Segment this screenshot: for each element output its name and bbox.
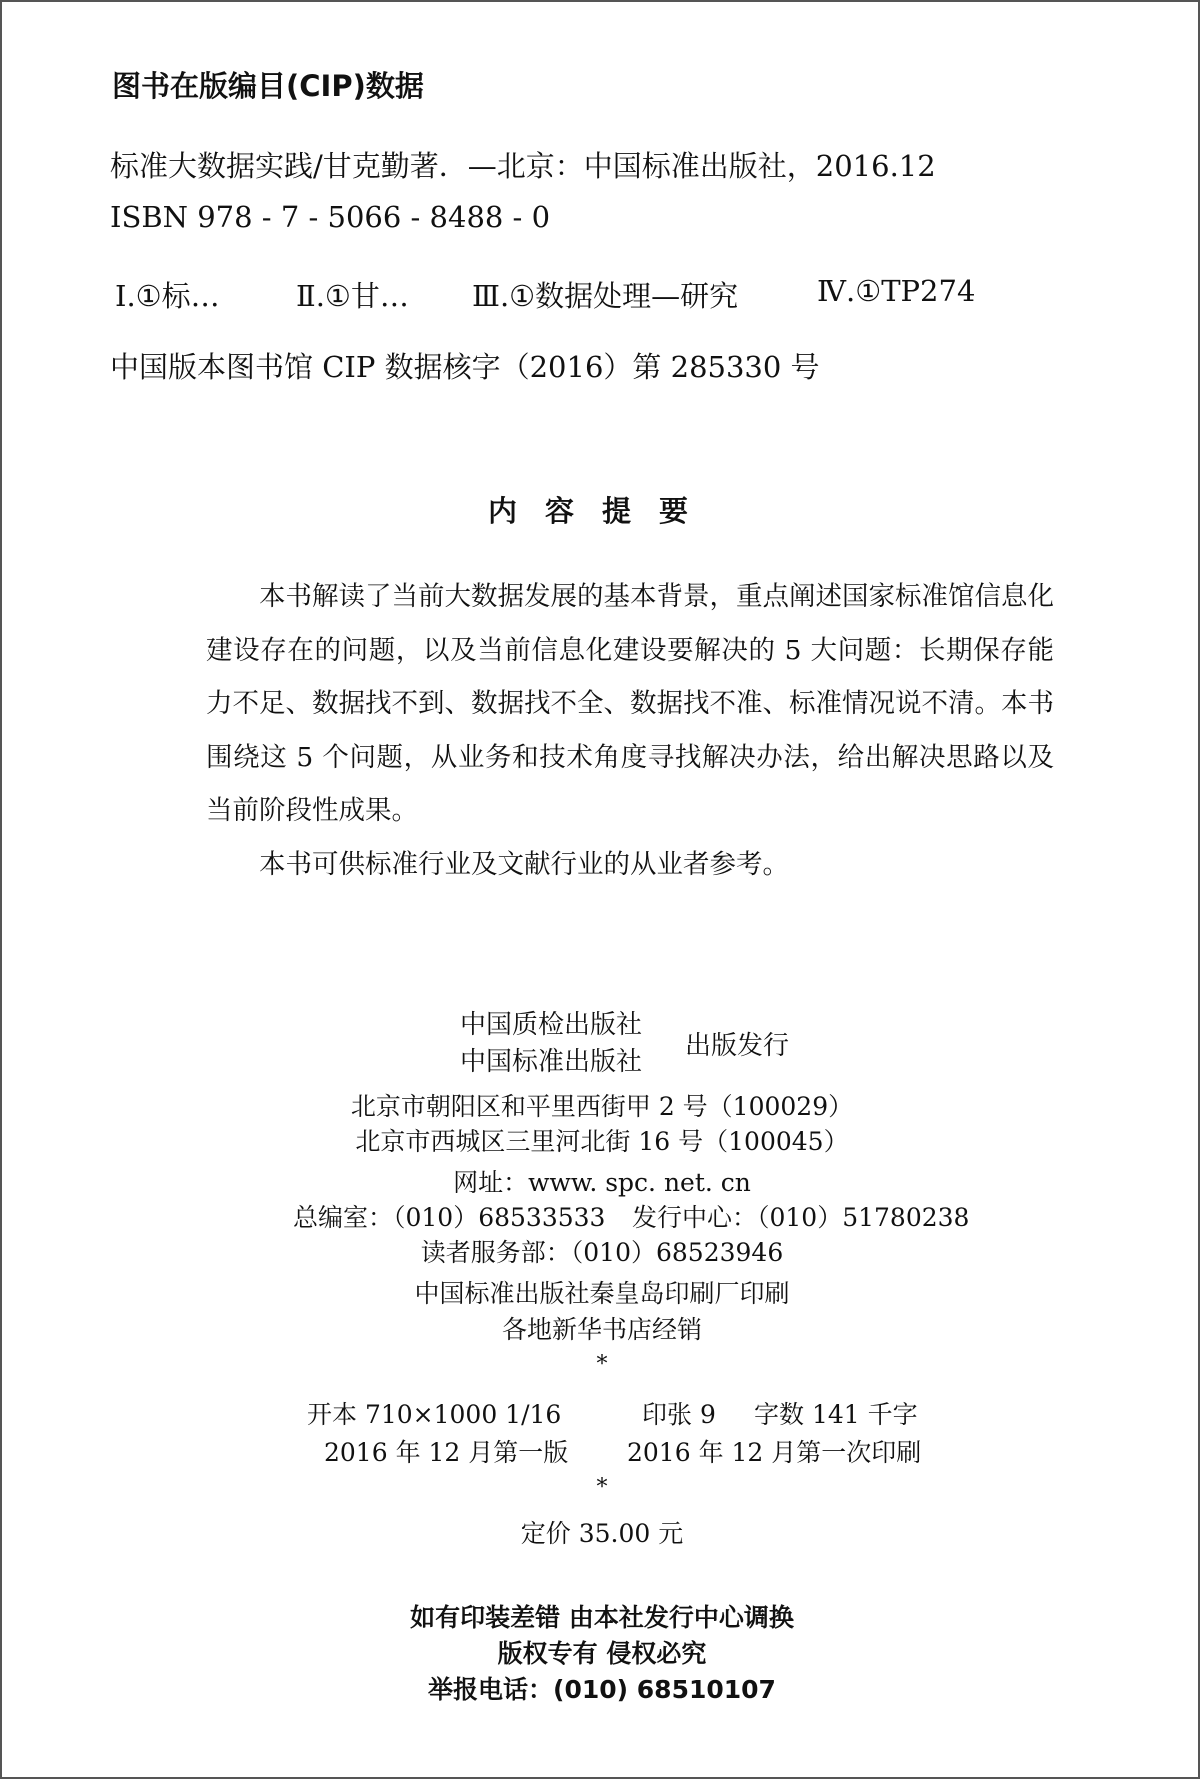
spec-format: 开本 710×1000 1/16: [307, 1400, 562, 1429]
publisher-address-1: 北京市朝阳区和平里西街甲 2 号（100029）: [350, 1092, 854, 1121]
spec-sheets: 印张 9: [642, 1400, 716, 1429]
cip-title: 图书在版编目(CIP)数据: [112, 69, 424, 103]
summary-paragraph-1: 本书解读了当前大数据发展的基本背景，重点阐述国家标准馆信息化建设存在的问题，以及当前信息化建设要解决的 5 大问题：长期保存能力不足、数据找不到、数据找不全、数据找不准、标准情况说不清。本书围绕这 5 个问题，从业务和技术角度寻找解决办法，给出解决思路以及当前阶段性成果。: [206, 581, 1054, 826]
cip-bibliographic-line: 标准大数据实践/甘克勤著．—北京：中国标准出版社，2016.12: [110, 149, 936, 183]
editorial-office-phone: 总编室：（010）68533533: [293, 1203, 606, 1232]
reader-service-phone: 读者服务部：（010）68523946: [420, 1238, 784, 1267]
publisher-name-1: 中国质检出版社: [460, 1010, 643, 1040]
spec-edition: 2016 年 12 月第一版: [324, 1438, 569, 1467]
price: 定价 35.00 元: [520, 1519, 684, 1548]
cip-class-4: Ⅳ.①TP274: [817, 274, 976, 308]
publisher-website: 网址：www. spc. net. cn: [453, 1168, 751, 1197]
summary-body: [206, 570, 1054, 891]
cip-class-2: Ⅱ.①甘…: [296, 279, 409, 313]
separator-star-2: *: [596, 1475, 608, 1500]
summary-title: 内容提要: [487, 494, 716, 528]
cip-class-3: Ⅲ.①数据处理—研究: [472, 279, 739, 313]
separator-star-1: *: [596, 1352, 608, 1377]
publisher-address-2: 北京市西城区三里河北街 16 号（100045）: [355, 1127, 849, 1156]
notice-copyright: 版权专有 侵权必究: [497, 1639, 707, 1668]
publisher-names: [460, 1007, 642, 1081]
cip-class-1: Ⅰ.①标…: [115, 279, 220, 313]
cip-isbn: ISBN 978 - 7 - 5066 - 8488 - 0: [110, 200, 551, 234]
seller: 各地新华书店经销: [501, 1315, 702, 1344]
printer: 中国标准出版社秦皇岛印刷厂印刷: [414, 1279, 790, 1308]
notice-misprint: 如有印装差错 由本社发行中心调换: [410, 1603, 794, 1632]
notice-report-phone: 举报电话：(010) 68510107: [428, 1675, 776, 1704]
spec-words: 字数 141 千字: [754, 1400, 918, 1429]
spec-printing: 2016 年 12 月第一次印刷: [627, 1438, 922, 1467]
summary-paragraph-2: 本书可供标准行业及文献行业的从业者参考。: [259, 848, 789, 880]
distribution-center-phone: 发行中心：（010）51780238: [632, 1203, 970, 1232]
publisher-name-2: 中国标准出版社: [460, 1047, 643, 1077]
cip-verification: 中国版本图书馆 CIP 数据核字（2016）第 285330 号: [110, 350, 820, 384]
publisher-role: 出版发行: [685, 1031, 790, 1061]
